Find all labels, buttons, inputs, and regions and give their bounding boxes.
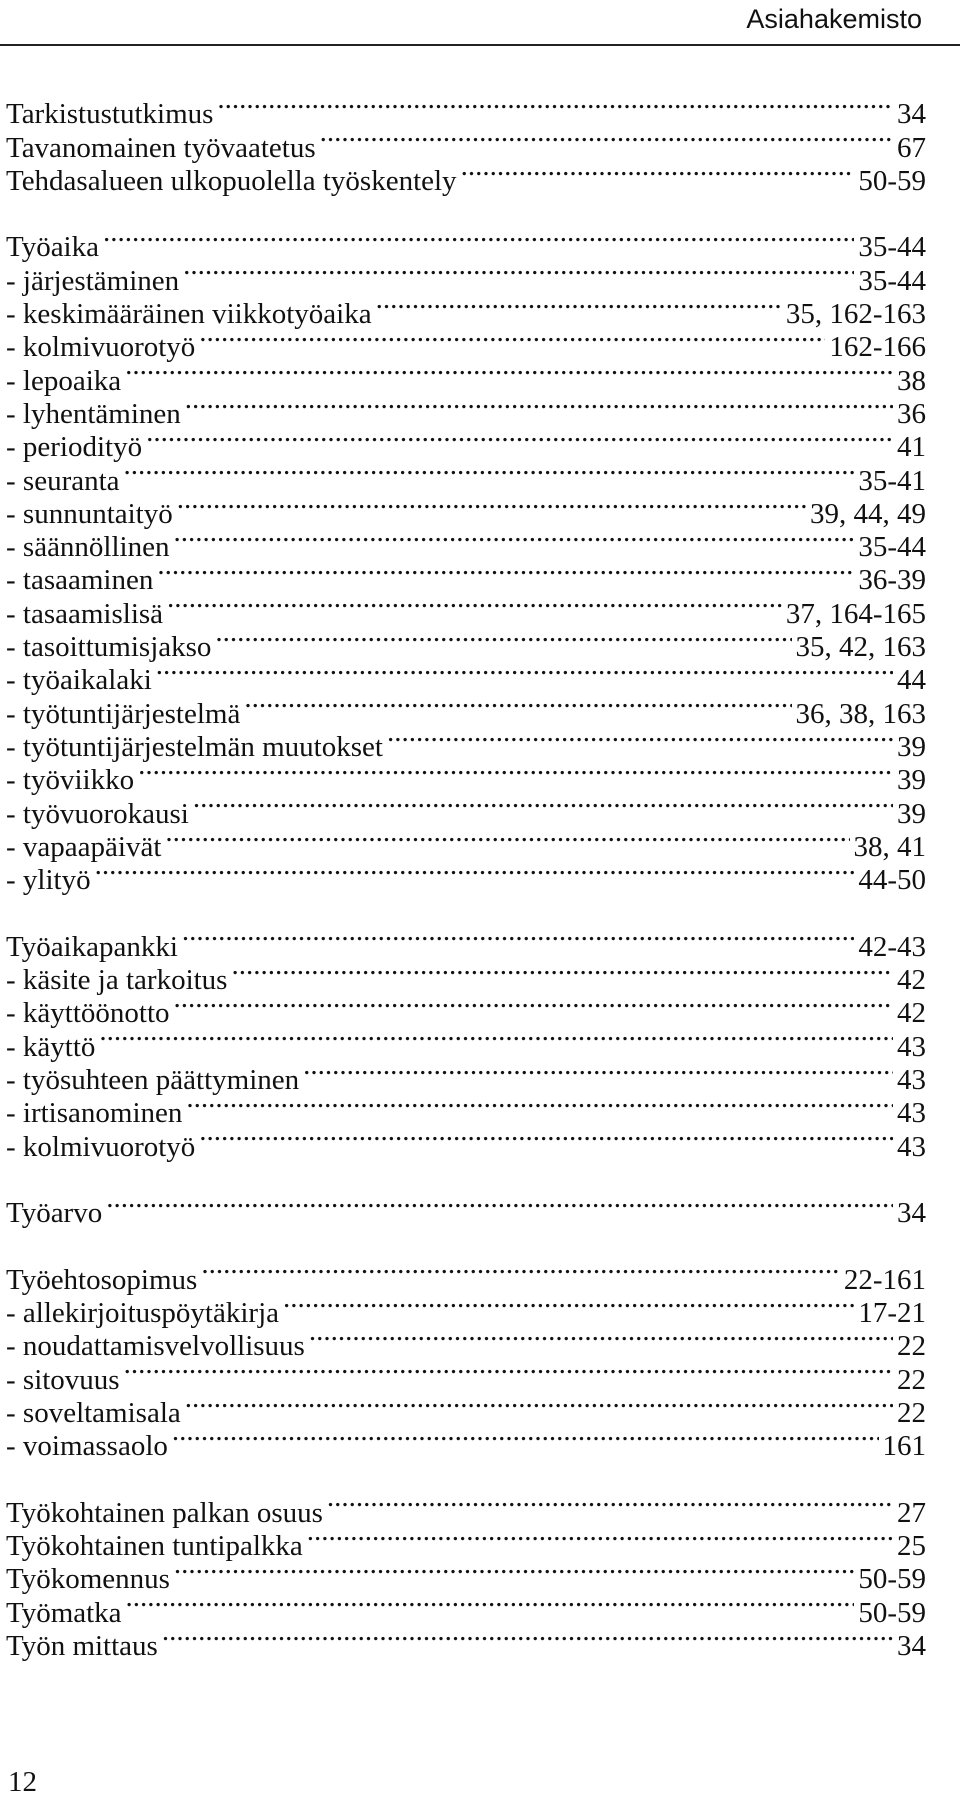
page-header xyxy=(0,0,960,46)
index-page-ref: 43 xyxy=(897,1097,926,1130)
dot-leader xyxy=(163,589,782,622)
dot-leader xyxy=(316,123,893,156)
index-subentry xyxy=(6,756,926,797)
index-page-ref: 42-43 xyxy=(858,930,926,963)
dot-leader xyxy=(195,323,825,356)
dot-leader xyxy=(102,1189,893,1222)
index-page-ref: 44-50 xyxy=(858,864,926,897)
index-subentry xyxy=(6,490,926,530)
index-page-ref: 22 xyxy=(897,1330,926,1363)
index-term: - sitovuus xyxy=(6,1363,120,1396)
index-entry xyxy=(6,223,926,264)
index-page-ref: 50-59 xyxy=(858,164,926,197)
index-term: - tasaaminen xyxy=(6,564,154,597)
index-subentry xyxy=(6,456,926,497)
index-page-ref: 35-44 xyxy=(858,531,926,564)
dot-leader xyxy=(213,90,893,123)
index-term: - keskimääräinen viikkotyöaika xyxy=(6,298,372,331)
index-page-ref: 38 xyxy=(897,364,926,397)
dot-leader xyxy=(227,956,893,989)
index-page-ref: 43 xyxy=(897,1063,926,1096)
index-term: - työtuntijärjestelmän muutokset xyxy=(6,730,383,763)
index-entry xyxy=(6,1622,926,1662)
dot-leader xyxy=(195,1122,893,1155)
dot-leader xyxy=(323,1488,893,1521)
dot-leader xyxy=(197,1255,840,1288)
index-page-ref: 39 xyxy=(897,797,926,830)
index-term: Työaika xyxy=(6,231,99,264)
index-page-ref: 25 xyxy=(897,1530,926,1563)
index-term: - irtisanominen xyxy=(6,1097,183,1130)
index-group xyxy=(6,1189,926,1230)
index-term: Työn mittaus xyxy=(6,1629,158,1662)
index-page-ref: 38, 41 xyxy=(853,830,926,863)
group-spacer xyxy=(6,889,926,922)
dot-leader xyxy=(142,423,893,456)
index-term: Tavanomainen työvaatetus xyxy=(6,131,316,164)
dot-leader xyxy=(122,1588,855,1621)
index-page-ref: 43 xyxy=(897,1030,926,1063)
index-page-ref: 22 xyxy=(897,1396,926,1429)
index-subentry xyxy=(6,390,926,430)
page-number: 12 xyxy=(8,1766,37,1798)
dot-leader xyxy=(169,523,854,556)
index-group xyxy=(6,1488,926,1662)
index-term: Työaikapankki xyxy=(6,930,178,963)
index-page-ref: 36 xyxy=(897,397,926,430)
dot-leader xyxy=(134,756,893,789)
index-group xyxy=(6,922,926,1163)
index-page-ref: 34 xyxy=(897,1197,926,1230)
dot-leader xyxy=(303,1522,893,1555)
index-page-ref: 50-59 xyxy=(858,1596,926,1629)
index-term: Työmatka xyxy=(6,1596,122,1629)
index-page-ref: 44 xyxy=(897,664,926,697)
index-page-ref: 36-39 xyxy=(858,564,926,597)
index-term: - työvuorokausi xyxy=(6,797,189,830)
index-term: Työkohtainen tuntipalkka xyxy=(6,1530,303,1563)
index-page-ref: 22-161 xyxy=(843,1263,926,1296)
index-term: Tehdasalueen ulkopuolella työskentely xyxy=(6,164,457,197)
dot-leader xyxy=(121,356,893,389)
index-term: - tasaamislisä xyxy=(6,597,164,630)
index-entry xyxy=(6,1488,926,1529)
index-term: - työviikko xyxy=(6,764,135,797)
index-term: - työsuhteen päättyminen xyxy=(6,1063,300,1096)
dot-leader xyxy=(240,689,791,722)
dot-leader xyxy=(181,1389,893,1422)
index-term: - käsite ja tarkoitus xyxy=(6,964,228,997)
index-term: - järjestäminen xyxy=(6,264,180,297)
index-term: - tasoittumisjakso xyxy=(6,631,212,664)
index-page-ref: 34 xyxy=(897,98,926,131)
index-term: - työaikalaki xyxy=(6,664,152,697)
index-term: - lyhentäminen xyxy=(6,397,181,430)
index-term: Työehtosopimus xyxy=(6,1263,198,1296)
index-term: - käyttö xyxy=(6,1030,96,1063)
index-term: Työarvo xyxy=(6,1197,103,1230)
index-term: - säännöllinen xyxy=(6,531,170,564)
index-page-ref: 35, 162-163 xyxy=(785,298,926,331)
dot-leader xyxy=(383,723,893,756)
index-page-ref: 22 xyxy=(897,1363,926,1396)
index-term: - seuranta xyxy=(6,464,120,497)
index-subentry xyxy=(6,1056,926,1096)
dot-leader xyxy=(211,623,791,656)
dot-leader xyxy=(178,922,854,955)
index-term: - käyttöönotto xyxy=(6,997,170,1030)
index-page-ref: 39 xyxy=(897,764,926,797)
index-term: - lepoaika xyxy=(6,364,122,397)
dot-leader xyxy=(189,789,893,822)
index-page-ref: 35-44 xyxy=(858,264,926,297)
dot-leader xyxy=(161,823,849,856)
index-subentry xyxy=(6,1355,926,1396)
dot-leader xyxy=(181,390,893,423)
index-term: - noudattamisvelvollisuus xyxy=(6,1330,305,1363)
dot-leader xyxy=(299,1056,893,1089)
index-subentry xyxy=(6,1022,926,1063)
index-page-ref: 42 xyxy=(897,964,926,997)
index-term: - kolmivuorotyö xyxy=(6,331,196,364)
index-entry xyxy=(6,1189,926,1230)
index-page-ref: 35, 42, 163 xyxy=(795,631,926,664)
group-spacer xyxy=(6,1222,926,1255)
dot-leader xyxy=(305,1322,893,1355)
dot-leader xyxy=(153,556,854,589)
index-entry xyxy=(6,922,926,963)
section-title: Asiahakemisto xyxy=(746,4,922,34)
index-page-ref: 42 xyxy=(897,997,926,1030)
index-group xyxy=(6,90,926,197)
dot-leader xyxy=(91,856,855,889)
index-subentry xyxy=(6,856,926,897)
index-subentry xyxy=(6,789,926,830)
index-entry xyxy=(6,1255,926,1296)
dot-leader xyxy=(170,989,893,1022)
dot-leader xyxy=(372,290,782,323)
index-page-ref: 17-21 xyxy=(858,1296,926,1329)
index-page-ref: 37, 164-165 xyxy=(785,597,926,630)
index-page-ref: 27 xyxy=(897,1496,926,1529)
index-entry xyxy=(6,1588,926,1629)
dot-leader xyxy=(173,490,806,523)
index-subentry xyxy=(6,1389,926,1429)
index-term: - sunnuntaityö xyxy=(6,497,173,530)
dot-leader xyxy=(182,1089,893,1122)
dot-leader xyxy=(120,1355,893,1388)
index-page-ref: 39, 44, 49 xyxy=(810,497,926,530)
index-term: - kolmivuorotyö xyxy=(6,1130,196,1163)
index-term: - työtuntijärjestelmä xyxy=(6,697,241,730)
index-page-ref: 43 xyxy=(897,1130,926,1163)
index-page-ref: 41 xyxy=(897,431,926,464)
index-term: - periodityö xyxy=(6,431,143,464)
index-page-ref: 35-44 xyxy=(858,231,926,264)
dot-leader xyxy=(170,1555,854,1588)
dot-leader xyxy=(168,1422,879,1455)
dot-leader xyxy=(279,1289,854,1322)
index-group xyxy=(6,1255,926,1463)
index-subentry xyxy=(6,423,926,464)
index-term: - soveltamisala xyxy=(6,1396,181,1429)
index-page-ref: 50-59 xyxy=(858,1563,926,1596)
index-page-ref: 162-166 xyxy=(829,331,926,364)
index-term: - ylityö xyxy=(6,864,91,897)
dot-leader xyxy=(457,157,855,190)
dot-leader xyxy=(158,1622,893,1655)
dot-leader xyxy=(99,223,854,256)
index-page-ref: 36, 38, 163 xyxy=(795,697,926,730)
index-entry xyxy=(6,90,926,131)
index-term: Työkohtainen palkan osuus xyxy=(6,1496,323,1529)
index-subentry xyxy=(6,356,926,397)
index-subentry xyxy=(6,256,926,297)
index-page-ref: 35-41 xyxy=(858,464,926,497)
dot-leader xyxy=(120,456,855,489)
dot-leader xyxy=(179,256,854,289)
index-page-ref: 161 xyxy=(882,1430,926,1463)
index-term: - vapaapäivät xyxy=(6,830,162,863)
subject-index xyxy=(6,90,926,1662)
dot-leader xyxy=(95,1022,893,1055)
index-page-ref: 34 xyxy=(897,1629,926,1662)
index-page-ref: 67 xyxy=(897,131,926,164)
index-term: - voimassaolo xyxy=(6,1430,168,1463)
index-group xyxy=(6,223,926,897)
index-term: Tarkistustutkimus xyxy=(6,98,214,131)
index-page-ref: 39 xyxy=(897,730,926,763)
index-term: Työkomennus xyxy=(6,1563,170,1596)
dot-leader xyxy=(152,656,893,689)
index-term: - allekirjoituspöytäkirja xyxy=(6,1296,280,1329)
